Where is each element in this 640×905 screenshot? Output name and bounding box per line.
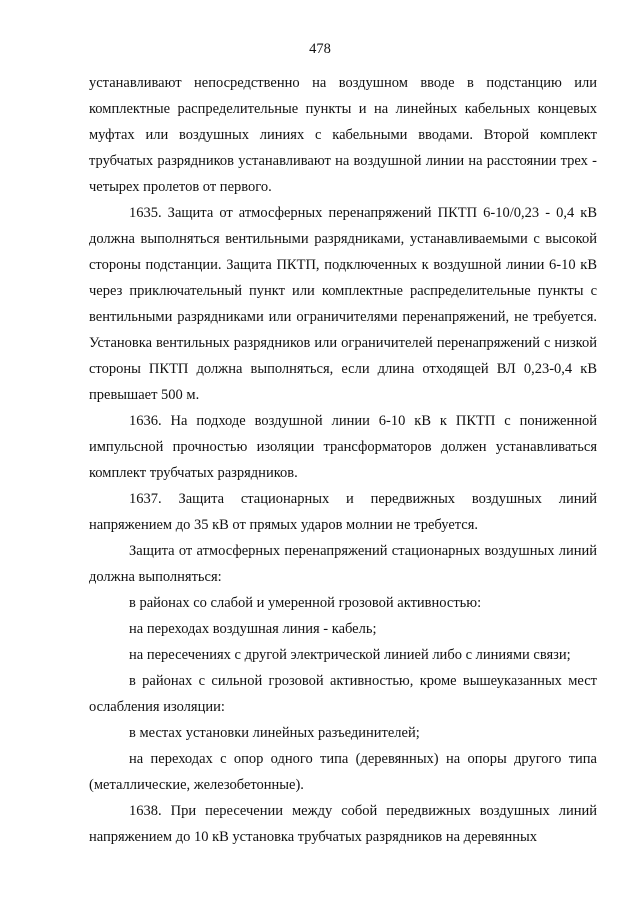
list-item-weak-activity: в районах со слабой и умеренной грозовой активностью: [129, 595, 482, 611]
list-item-support-transitions: на переходах с опор одного типа (деревянных) на опоры другого типа (металлические, железобетонные). [89, 751, 597, 793]
document-body [89, 70, 597, 850]
list-item-disconnectors: в местах установки линейных разъединителей; [129, 725, 420, 741]
list-item-strong-activity: в районах с сильной грозовой активностью, кроме вышеуказанных мест ослабления изоляции: [89, 673, 597, 715]
paragraph-1638: 1638. При пересечении между собой передвижных воздушных линий напряжением до 10 кВ установка трубчатых разрядников на деревянных [89, 803, 597, 845]
paragraph-1637: 1637. Защита стационарных и передвижных воздушных линий напряжением до 35 кВ от прямых ударов молнии не требуется. [89, 491, 597, 533]
page-number: 478 [309, 41, 331, 57]
list-item-line-cable-transitions: на переходах воздушная линия - кабель; [129, 621, 377, 637]
paragraph-1635: 1635. Защита от атмосферных перенапряжений ПКТП 6-10/0,23 - 0,4 кВ должна выполняться вентильными разрядниками, устанавливаемыми с высокой стороны подстанции. Защита ПКТП, подключенных к воздушной линии 6-10 кВ через приключательный пункт или комплектные распределительные пункты с вентильными разрядниками или ограничителями перенапряжений, не требуется. Установка вентильных разрядников или ограничителей перенапряжений с низкой стороны ПКТП должна выполняться, если длина отходящей ВЛ 0,23-0,4 кВ превышает 500 м. [89, 205, 597, 403]
paragraph-protection-intro: Защита от атмосферных перенапряжений стационарных воздушных линий должна выполняться: [89, 543, 597, 585]
paragraph-continuation: устанавливают непосредственно на воздушном вводе в подстанцию или комплектные распределительные пункты и на линейных кабельных концевых муфтах или воздушных линиях с кабельными вводами. Второй комплект трубчатых разрядников устанавливают на воздушной линии на расстоянии трех - четырех пролетов от первого. [89, 75, 597, 195]
paragraph-1636: 1636. На подходе воздушной линии 6-10 кВ к ПКТП с пониженной импульсной прочностью изоляции трансформаторов должен устанавливаться комплект трубчатых разрядников. [89, 413, 597, 481]
list-item-crossings: на пересечениях с другой электрической линией либо с линиями связи; [129, 647, 571, 663]
